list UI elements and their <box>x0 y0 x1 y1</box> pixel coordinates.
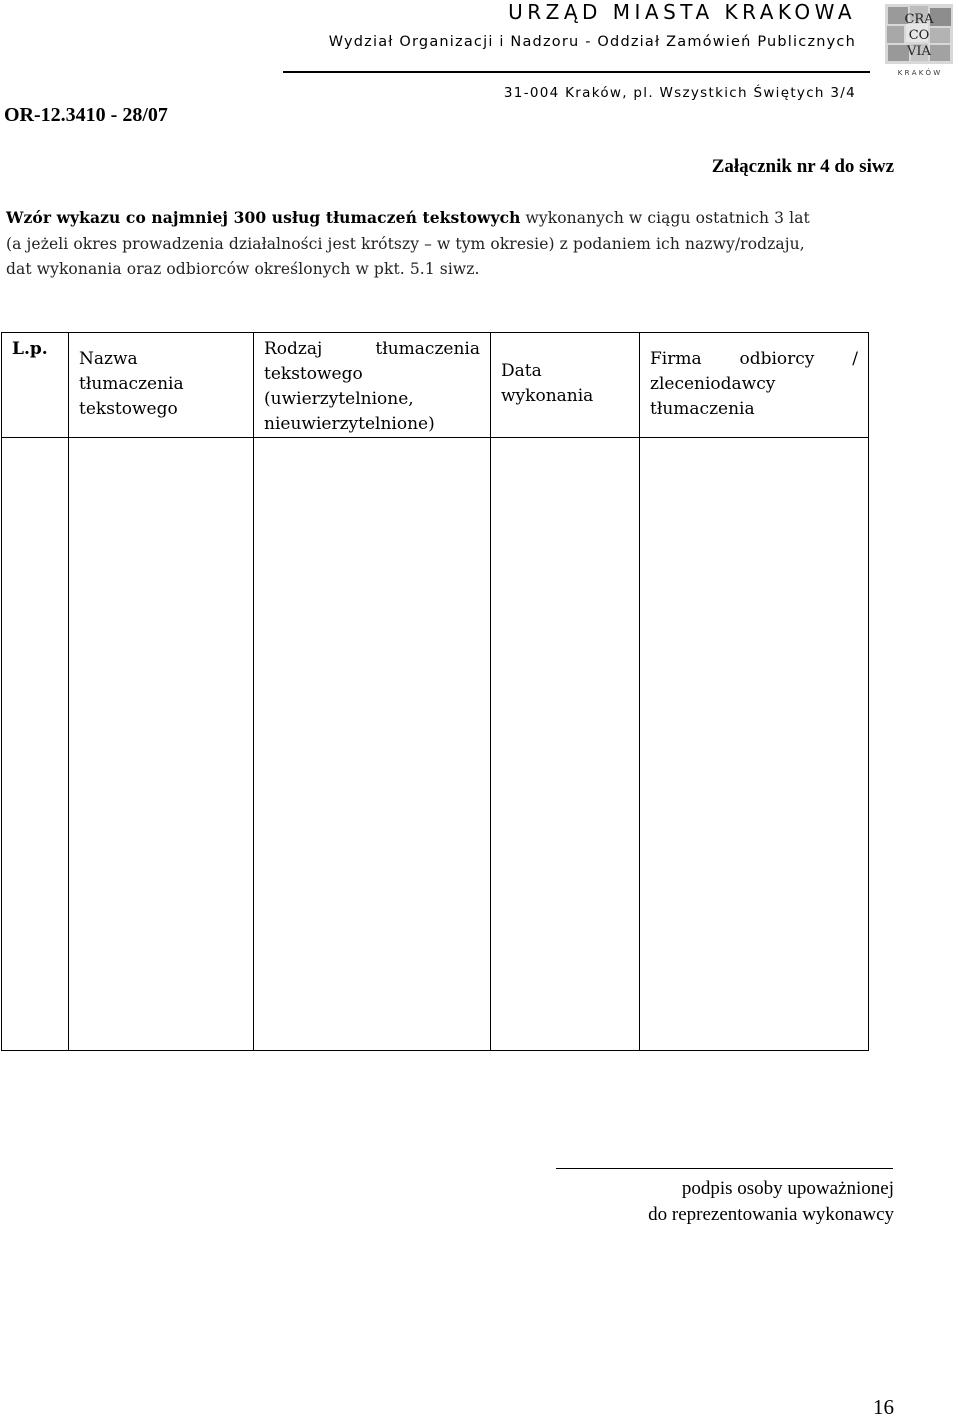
intro-line-2: (a jeżeli okres prowadzenia działalności jest krótszy – w tym okresie) z podaniem ich nazwy/rodzaju, <box>6 234 805 253</box>
cell-client[interactable] <box>640 438 869 1051</box>
logo-caption: K R A K Ó W <box>897 69 941 77</box>
cell-date[interactable] <box>491 438 640 1051</box>
intro-bold: Wzór wykazu co najmniej 300 usług tłumaczeń tekstowych <box>6 208 521 227</box>
header-date: Data wykonania <box>491 333 640 438</box>
header-name: Nazwa tłumaczenia tekstowego <box>69 333 254 438</box>
services-table <box>1 332 869 1051</box>
department-name: Wydział Organizacji i Nadzoru - Oddział Zamówień Publicznych <box>328 34 856 50</box>
reference-number: OR-12.3410 - 28/07 <box>4 104 168 126</box>
signature-caption <box>648 1176 894 1228</box>
header-lp: L.p. <box>2 333 69 438</box>
logo-text-1: CRA <box>904 12 934 27</box>
intro-text <box>6 205 896 283</box>
header-type: Rodzaj tłumaczenia tekstowego (uwierzytelnione, nieuwierzytelnione) <box>254 333 491 438</box>
table-header-row <box>2 333 869 438</box>
logo-text-3: VIA <box>907 44 931 59</box>
cell-name[interactable] <box>69 438 254 1051</box>
intro-line-1-rest: wykonanych w ciągu ostatnich 3 lat <box>520 209 810 227</box>
office-name: URZĄD MIASTA KRAKOWA <box>508 0 856 24</box>
header-rule <box>283 71 870 73</box>
office-address: 31-004 Kraków, pl. Wszystkich Świętych 3/4 <box>503 85 856 101</box>
page-number: 16 <box>873 1395 894 1419</box>
header-office <box>329 0 856 52</box>
cell-lp[interactable] <box>2 438 69 1051</box>
signature-line-1: podpis osoby upoważnionej <box>681 1178 894 1199</box>
cracovia-logo <box>882 2 956 78</box>
cell-type[interactable] <box>254 438 491 1051</box>
signature-line-2: do reprezentowania wykonawcy <box>648 1204 894 1225</box>
table-row <box>2 438 869 1051</box>
header-client: Firma odbiorcy / zleceniodawcy tłumaczenia <box>640 333 869 438</box>
intro-line-3: dat wykonania oraz odbiorców określonych w pkt. 5.1 siwz. <box>6 260 480 278</box>
logo-text-2: CO <box>908 28 930 43</box>
signature-line <box>556 1168 893 1169</box>
annex-title: Załącznik nr 4 do siwz <box>711 156 894 177</box>
intro-line-1 <box>6 205 896 232</box>
